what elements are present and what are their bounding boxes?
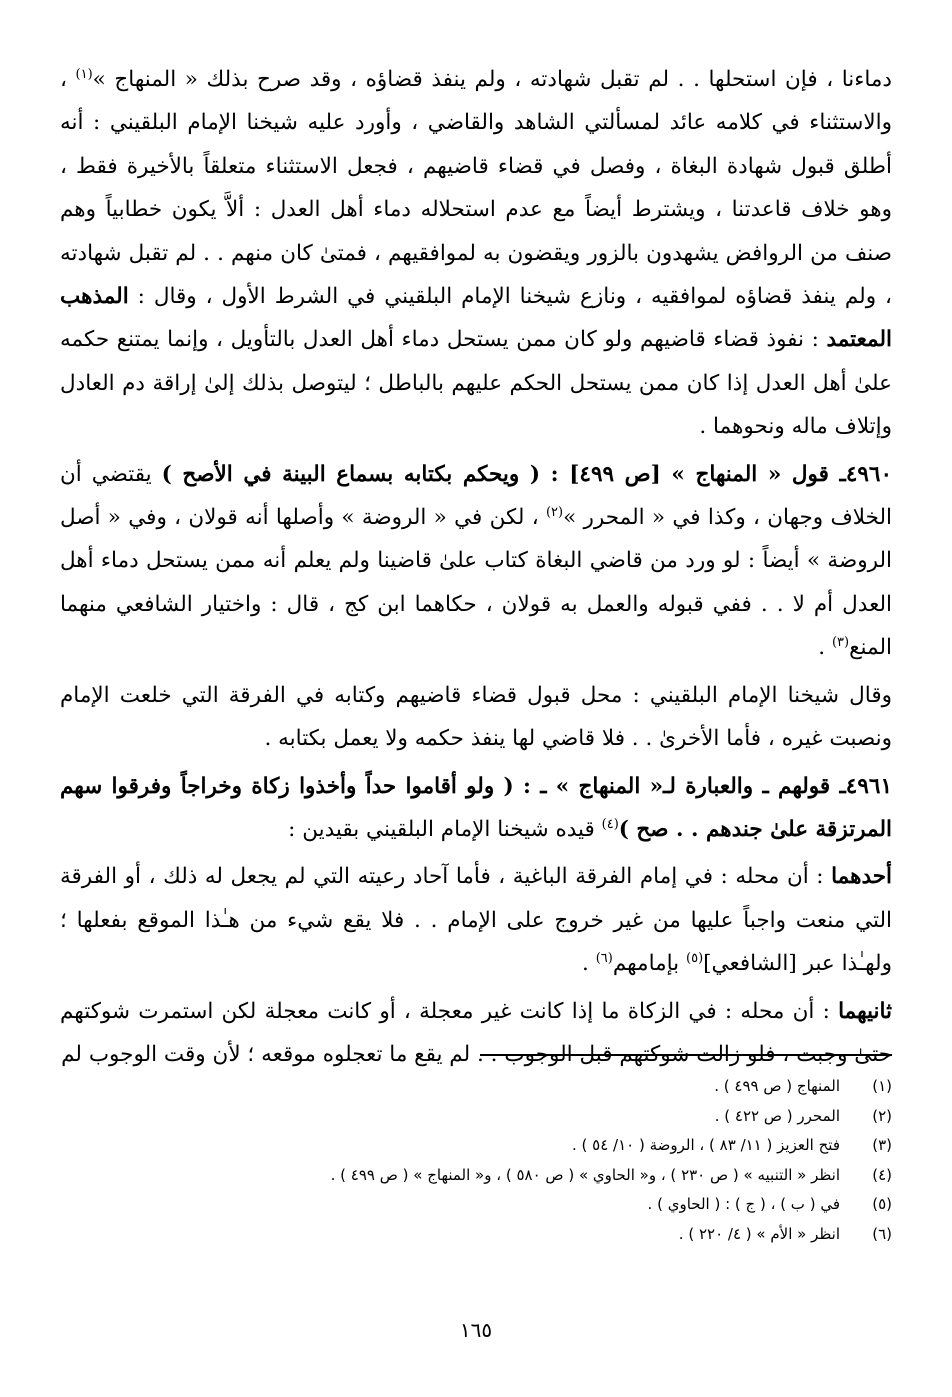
text-run: قيده شيخنا الإمام البلقيني بقيدين :: [288, 816, 602, 842]
footnote-3: [60, 1131, 892, 1161]
footnote-text: فتح العزيز ( ١١/ ٨٣ ) ، الروضة ( ١٠/ ٥٤ ) .: [572, 1136, 840, 1154]
paragraph-bulqini: وقال شيخنا الإمام البلقيني : محل قبول قضاء قاضيهم وكتابه في الفرقة التي خلعت الإمام ونصبت غيره ، فأما الأخرىٰ . . فلا قاضي لها ينفذ حكمه ولا يعمل بكتابه .: [60, 682, 892, 752]
footnote-number: (٤): [872, 1165, 892, 1184]
bold-term: المذهب المعتمد: [60, 284, 892, 353]
footnote-number: (٢): [872, 1106, 892, 1125]
footnote-divider: [480, 1054, 892, 1056]
text-run: .: [818, 635, 832, 661]
footnote-number: (٥): [872, 1195, 892, 1213]
footnote-ref[interactable]: (١): [75, 66, 93, 82]
footnote-ref[interactable]: (٤): [601, 816, 619, 832]
footnote-1: [60, 1072, 892, 1102]
text-run: : أن محله : في الزكاة ما إذا كانت غير معجلة ، أو كانت معجلة لكن استمرت شوكتهم حتىٰ وجبت ، فلو زالت شوكتهم قبل الوجوب . . لم يقع ما تعجلوه موقعه ؛ لأن وقت الوجوب لم: [60, 998, 892, 1067]
bold-term: أحدهما: [831, 864, 892, 890]
footnote-number: (١): [872, 1077, 892, 1095]
issue-heading-4960: ٤٩٦٠ـ قول « المنهاج » [ص ٤٩٩] : ( ويحكم بكتابه بسماع البينة في الأصح ): [161, 461, 893, 487]
text-run: ، والاستثناء في كلامه عائد لمسألتي الشاهد والقاضي ، وأورد عليه شيخنا الإمام البلقيني : أنه أطلق قبول شهادة البغاة ، وفصل في قضاء قاضيهم ، فجعل الاستثناء متعلقاً بالأخيرة فقط ، وهو خلاف قاعدتنا ، ويشترط أيضاً مع عدم استحلاله دماء أهل العدل : ألاَّ يكون خطابياً وهم صنف من الروافض يشهدون بالزور ويقضون به لموافقيهم ، فمتىٰ كان منهم . . لم تقبل شهادته ، ولم ينفذ قضاؤه لموافقيه ، ونازع شيخنا الإمام البلقيني في الشرط الأول ، وقال :: [60, 67, 892, 310]
text-run: ، لكن في « الروضة » وأصلها أنه قولان ، وفي « أصل الروضة » أيضاً : لو ورد من قاضي البغاة كتاب علىٰ قاضينا ولم يعلم أنه ممن يستحل دماء أهل العدل أم لا . . ففي قبوله والعمل به قولان ، حكاهما ابن كج ، قال : واختيار الشافعي منهما المنع: [60, 505, 892, 661]
text-run: يقتضي أن الخلاف وجهان ، وكذا في « المحرر »: [60, 461, 892, 531]
footnote-text: انظر « التنبيه » ( ص ٢٣٠ ) ، و« الحاوي » ( ص ٥٨٠ ) ، و« المنهاج » ( ص ٤٩٩ ) .: [330, 1165, 840, 1184]
footnote-5: [60, 1190, 892, 1220]
main-text: [60, 58, 892, 1076]
footnote-2: [60, 1102, 892, 1132]
footnote-ref[interactable]: (٦): [595, 950, 613, 966]
footnote-text: انظر « الأم » ( ٤/ ٢٢٠ ) .: [678, 1224, 840, 1243]
paragraph-4960: [60, 453, 892, 670]
footnote-6: [60, 1220, 892, 1250]
issue-heading-4961: ٤٩٦١ـ قولهم ـ والعبارة لـ« المنهاج » ـ : ( ولو أقاموا حداً وأخذوا زكاة وخراجاً وفرقوا سهم المرتزقة علىٰ جندهم . . صح ): [60, 773, 892, 842]
paragraph-first-condition: [60, 855, 892, 985]
text-run: : نفوذ قضاء قاضيهم ولو كان ممن يستحل دماء أهل العدل بالتأويل ، وإنما يمتنع حكمه علىٰ أهل العدل إذا كان ممن يستحل الحكم عليهم بالباطل ؛ ليتوصل بذلك إلىٰ إراقة دم العادل وإتلاف ماله ونحوهما .: [60, 327, 892, 440]
footnote-text: المنهاج ( ص ٤٩٩ ) .: [714, 1077, 840, 1095]
text-run: .: [582, 951, 596, 977]
text-run: دماءنا ، فإن استحلها . . لم تقبل شهادته ، ولم ينفذ قضاؤه ، وقد صرح بذلك « المنهاج »: [92, 67, 892, 92]
footnote-number: (٣): [872, 1136, 892, 1154]
footnote-4: [60, 1161, 892, 1191]
paragraph-4961: [60, 765, 892, 852]
text-run: : أن محله : في إمام الفرقة الباغية ، فأما آحاد رعيته التي لم يجعل له ذلك ، أو الفرقة التي منعت واجباً عليها من غير خروج على الإمام . . فلا يقع شيء من هـٰذا الموقع بفعلها ؛ ولهـٰذا عبر [الشافعي]: [60, 864, 892, 977]
page-number: ١٦٥: [459, 1318, 493, 1342]
footnote-ref[interactable]: (٣): [831, 635, 850, 651]
footnote-ref[interactable]: (٥): [686, 950, 704, 966]
footnotes: [60, 1072, 892, 1249]
footnote-text: المحرر ( ص ٤٢٢ ) .: [714, 1106, 840, 1125]
footnote-ref[interactable]: (٢): [545, 504, 564, 520]
text-run: بإمامهم: [612, 951, 686, 977]
footnote-number: (٦): [872, 1224, 892, 1243]
paragraph-1: [60, 58, 892, 449]
footnote-text: في ( ب ) ، ( ج ) : ( الحاوي ) .: [647, 1195, 840, 1213]
bold-term: ثانيهما: [838, 998, 892, 1024]
paragraph-second-condition: [60, 990, 892, 1077]
